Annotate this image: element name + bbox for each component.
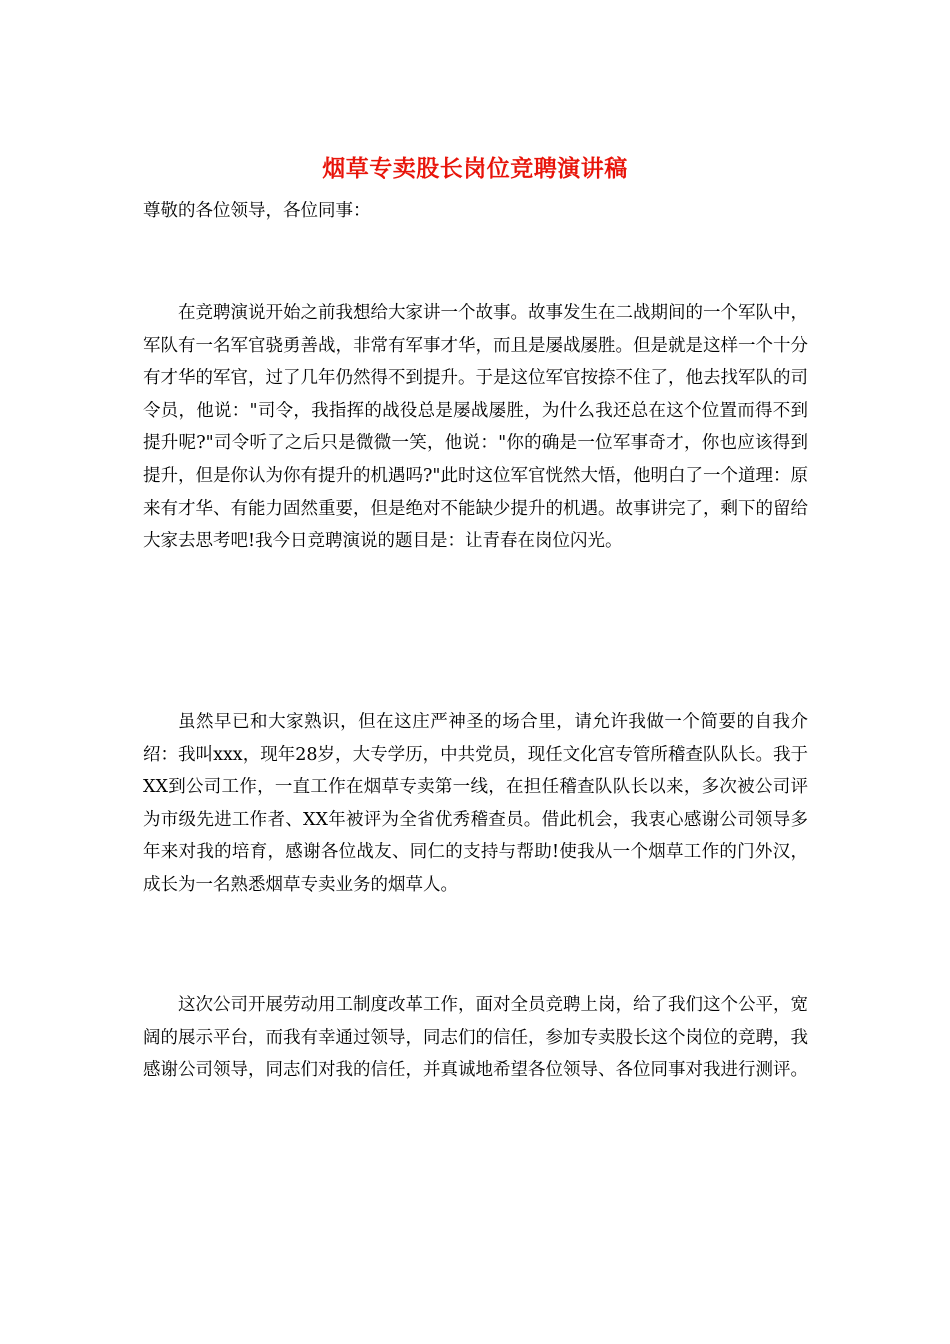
paragraph-story: 在竞聘演说开始之前我想给大家讲一个故事。故事发生在二战期间的一个军队中，军队有一名军官骁勇善战，非常有军事才华，而且是屡战屡胜。但是就是这样一个十分有才华的军官，过了几年仍然得不到提升。于是这位军官按捺不住了，他去找军队的司令员，他说："司令，我指挥的战役总是屡战屡胜，为什么我还总在这个位置而得不到提升呢?"司令听了之后只是微微一笑，他说："你的确是一位军事奇才，你也应该得到提升，但是你认为你有提升的机遇吗?"此时这位军官恍然大悟，他明白了一个道理：原来有才华、有能力固然重要，但是绝对不能缺少提升的机遇。故事讲完了，剩下的留给大家去思考吧!我今日竞聘演说的题目是：让青春在岗位闪光。 [143,303,808,552]
paragraph-self-introduction: 虽然早已和大家熟识，但在这庄严神圣的场合里，请允许我做一个简要的自我介绍：我叫xxx，现年28岁，大专学历，中共党员，现任文化宫专管所稽查队队长。我于XX到公司工作，一直工作在烟草专卖第一线，在担任稽查队队长以来，多次被公司评为市级先进工作者、XX年被评为全省优秀稽查员。借此机会，我衷心感谢公司领导多年来对我的培育，感谢各位战友、同仁的支持与帮助!使我从一个烟草工作的门外汉，成长为一名熟悉烟草专卖业务的烟草人。 [143,712,808,895]
paragraph-closing: 这次公司开展劳动用工制度改革工作，面对全员竞聘上岗，给了我们这个公平，宽阔的展示平台，而我有幸通过领导，同志们的信任，参加专卖股长这个岗位的竞聘，我感谢公司领导，同志们对我的信任，并真诚地希望各位领导、各位同事对我进行测评。 [143,995,808,1081]
salutation: 尊敬的各位领导，各位同事： [143,201,371,221]
document-title: 烟草专卖股长岗位竞聘演讲稿 [322,155,628,182]
